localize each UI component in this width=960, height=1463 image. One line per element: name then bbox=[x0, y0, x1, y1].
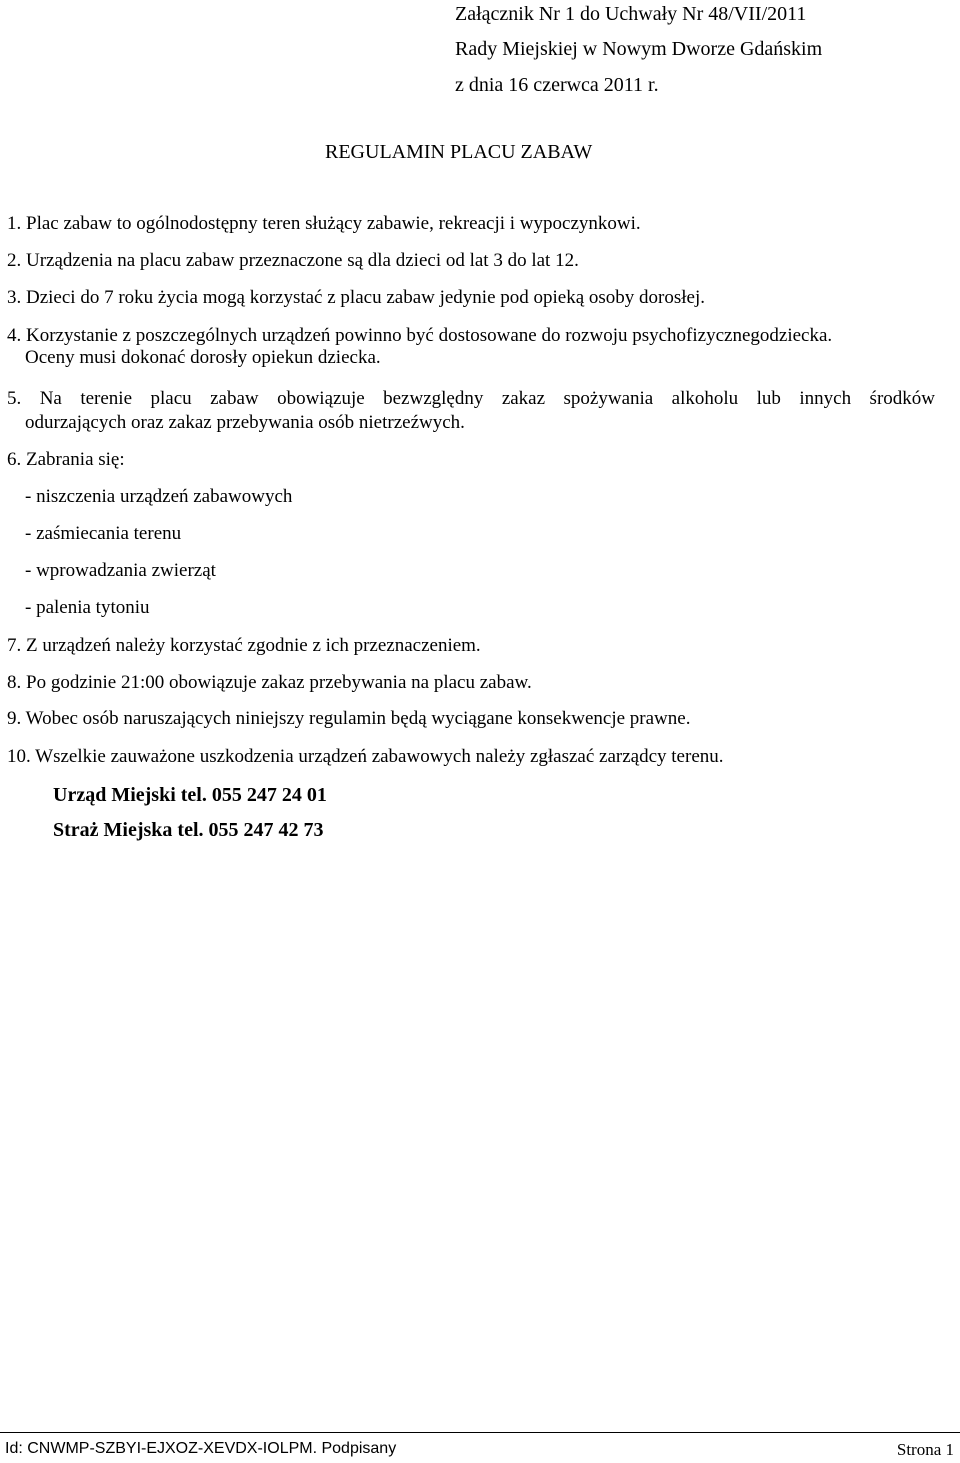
footer-page-number: Strona 1 bbox=[896, 1440, 954, 1459]
rule-2: 2. Urządzenia na placu zabaw przeznaczone są dla dzieci od lat 3 do lat 12. bbox=[7, 250, 579, 271]
rule-5-line-1: 5. Na terenie placu zabaw obowiązuje bezwzględny zakaz spożywania alkoholu lub innych środków bbox=[7, 388, 935, 409]
rule-6-item: - palenia tytoniu bbox=[25, 597, 150, 618]
header-line-2: Rady Miejskiej w Nowym Dworze Gdańskim bbox=[455, 38, 823, 60]
rule-1: 1. Plac zabaw to ogólnodostępny teren służący zabawie, rekreacji i wypoczynkowi. bbox=[7, 213, 641, 234]
header-line-1: Załącznik Nr 1 do Uchwały Nr 48/VII/2011 bbox=[455, 3, 807, 25]
rule-9: 9. Wobec osób naruszających niniejszy regulamin będą wyciągane konsekwencje prawne. bbox=[7, 708, 691, 729]
header-line-3: z dnia 16 czerwca 2011 r. bbox=[455, 74, 659, 96]
rule-6-item: - zaśmiecania terenu bbox=[25, 523, 182, 544]
rule-8: 8. Po godzinie 21:00 obowiązuje zakaz przebywania na placu zabaw. bbox=[7, 672, 532, 693]
rule-7: 7. Z urządzeń należy korzystać zgodnie z ich przeznaczeniem. bbox=[7, 635, 481, 656]
rule-4-line-2: Oceny musi dokonać dorosły opiekun dziecka. bbox=[25, 347, 381, 368]
rule-3: 3. Dzieci do 7 roku życia mogą korzystać z placu zabaw jedynie pod opieką osoby dorosłej. bbox=[7, 287, 706, 308]
contact-urzad-miejski: Urząd Miejski tel. 055 247 24 01 bbox=[53, 784, 327, 806]
document-title: REGULAMIN PLACU ZABAW bbox=[325, 141, 593, 163]
footer-divider bbox=[0, 1432, 960, 1433]
rule-6: 6. Zabrania się: bbox=[7, 449, 125, 470]
rule-6-item: - niszczenia urządzeń zabawowych bbox=[25, 486, 293, 507]
contact-straz-miejska: Straż Miejska tel. 055 247 42 73 bbox=[53, 819, 324, 841]
rule-4-line-1: 4. Korzystanie z poszczególnych urządzeń powinno być dostosowane do rozwoju psychofizycznegodziecka. bbox=[7, 325, 833, 346]
rule-10: 10. Wszelkie zauważone uszkodzenia urządzeń zabawowych należy zgłaszać zarządcy terenu. bbox=[7, 746, 724, 767]
footer-document-id: Id: CNWMP-SZBYI-EJXOZ-XEVDX-IOLPM. Podpisany bbox=[5, 1440, 397, 1457]
rule-5-line-2: odurzających oraz zakaz przebywania osób nietrzeźwych. bbox=[25, 412, 465, 433]
rule-6-item: - wprowadzania zwierząt bbox=[25, 560, 216, 581]
